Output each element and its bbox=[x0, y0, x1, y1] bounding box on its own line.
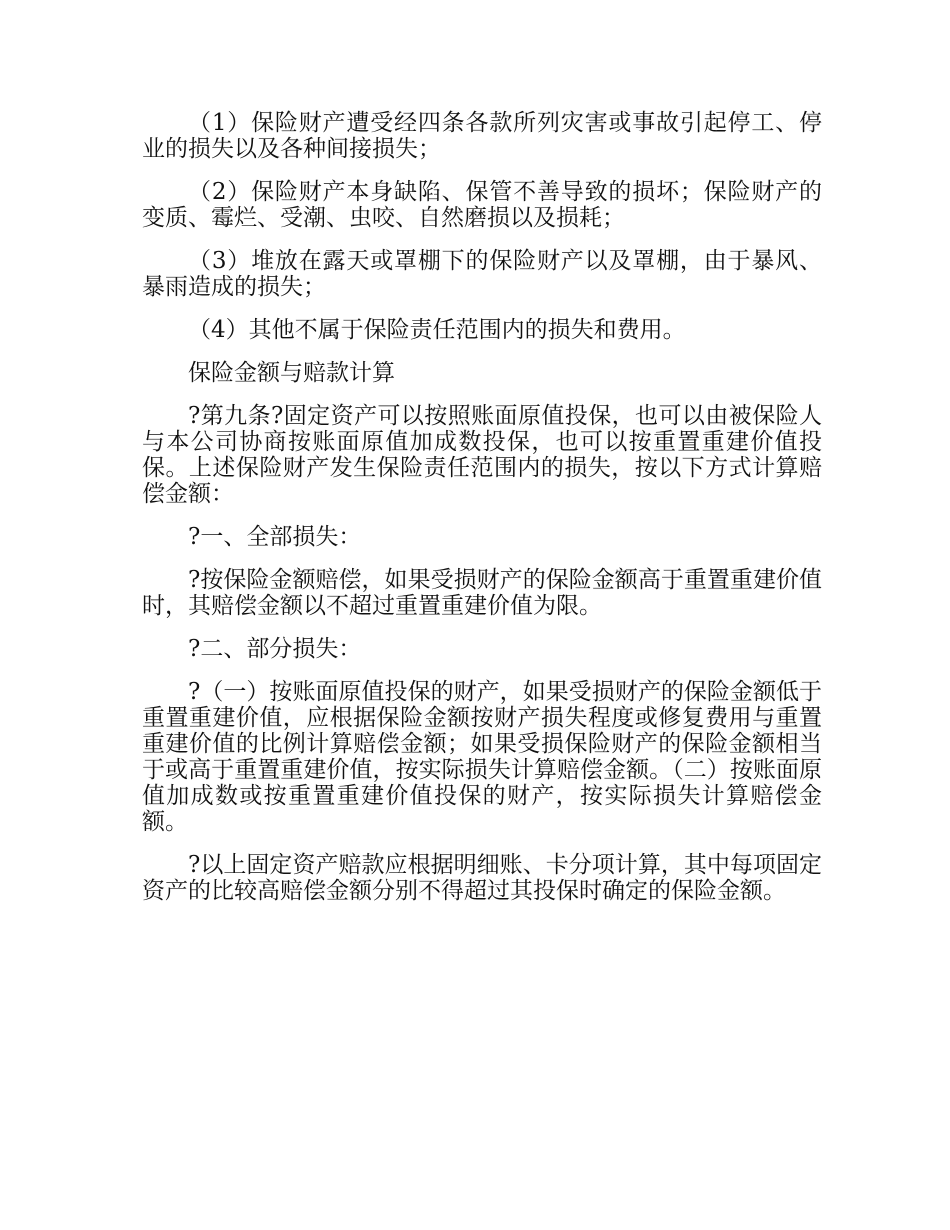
total-loss-text: ?按保险金额赔偿，如果受损财产的保险金额高于重置重建价值时，其赔偿金额以不超过重置重建价值为限。 bbox=[142, 567, 822, 619]
article-nine: ?第九条?固定资产可以按照账面原值投保，也可以由被保险人与本公司协商按账面原值加成数投保，也可以按重置重建价值投保。上述保险财产发生保险责任范围内的损失，按以下方式计算赔偿金额： bbox=[142, 403, 822, 507]
exclusion-item-4: （4）其他不属于保险责任范围内的损失和费用。 bbox=[188, 317, 686, 343]
partial-loss-heading: ?二、部分损失： bbox=[188, 636, 362, 662]
closing-text: ?以上固定资产赔款应根据明细账、卡分项计算，其中每项固定资产的比较高赔偿金额分别不得超过其投保时确定的保险金额。 bbox=[142, 852, 822, 904]
exclusion-item-2: （2）保险财产本身缺陷、保管不善导致的损坏；保险财产的变质、霉烂、受潮、虫咬、自然磨损以及损耗； bbox=[142, 179, 822, 231]
total-loss-heading: ?一、全部损失： bbox=[188, 524, 362, 550]
section-heading: 保险金额与赔款计算 bbox=[188, 360, 395, 386]
exclusion-item-3: （3）堆放在露天或罩棚下的保险财产以及罩棚，由于暴风、暴雨造成的损失； bbox=[142, 248, 822, 300]
document-body bbox=[142, 110, 822, 921]
exclusion-item-1: （1）保险财产遭受经四条各款所列灾害或事故引起停工、停业的损失以及各种间接损失； bbox=[142, 110, 822, 162]
partial-loss-text: ?（一）按账面原值投保的财产，如果受损财产的保险金额低于重置重建价值，应根据保险金额按财产损失程度或修复费用与重置重建价值的比例计算赔偿金额；如果受损保险财产的保险金额相当于或高于重置重建价值，按实际损失计算赔偿金额。（二）按账面原值加成数或按重置重建价值投保的财产，按实际损失计算赔偿金额。 bbox=[142, 679, 822, 835]
